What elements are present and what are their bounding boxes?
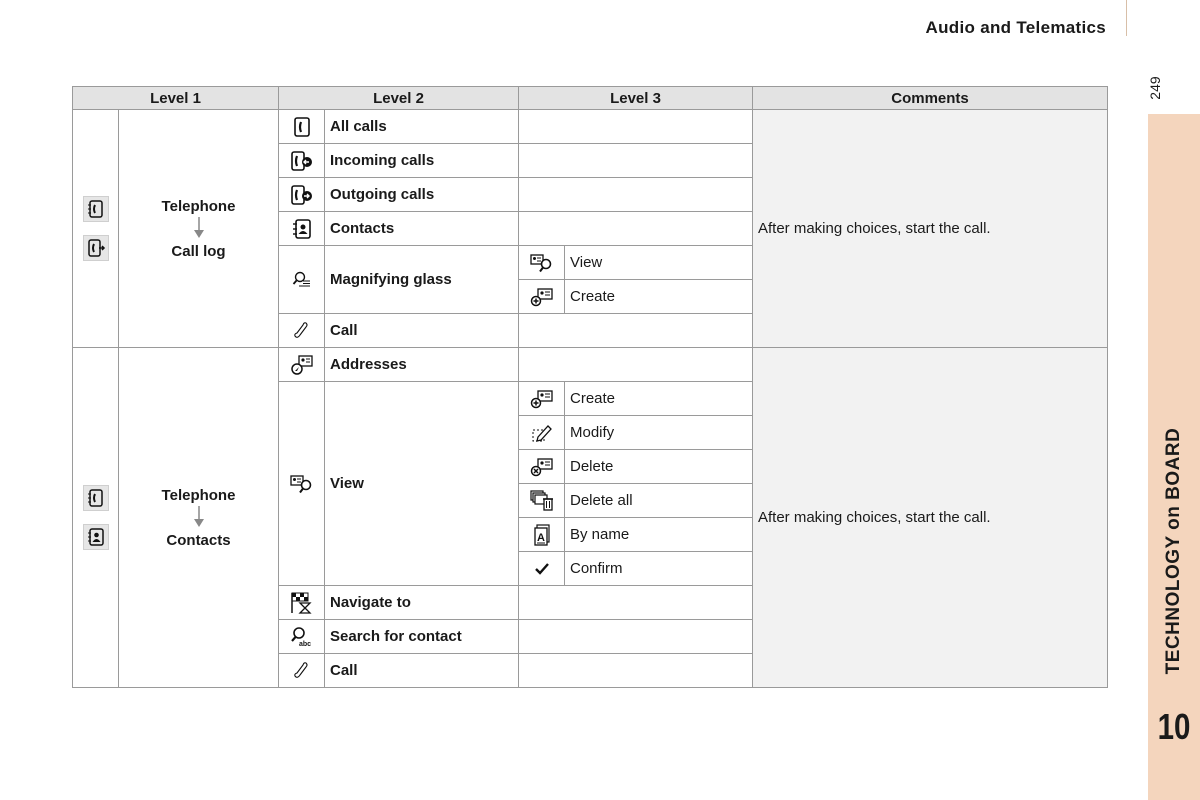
- menu-item-contacts[interactable]: Contacts: [325, 212, 519, 246]
- level1-icons: [73, 110, 119, 348]
- call-icon: [279, 654, 325, 688]
- comment-cell: After making choices, start the call.: [753, 110, 1108, 348]
- call-log-icon: [83, 235, 109, 261]
- menu-item-confirm[interactable]: Confirm: [565, 552, 753, 586]
- arrow-down-icon: [193, 506, 205, 528]
- delete-icon: [519, 450, 565, 484]
- svg-text:A: A: [536, 531, 545, 544]
- delete-all-icon: [519, 484, 565, 518]
- view-icon: [519, 246, 565, 280]
- level3-empty: [519, 348, 753, 382]
- level3-empty: [519, 144, 753, 178]
- menu-item-delete[interactable]: Delete: [565, 450, 753, 484]
- menu-item-all-calls[interactable]: All calls: [325, 110, 519, 144]
- column-header-comments: Comments: [753, 87, 1108, 110]
- menu-item-call[interactable]: Call: [325, 654, 519, 688]
- call-icon: [279, 314, 325, 348]
- menu-item-addresses[interactable]: Addresses: [325, 348, 519, 382]
- level1-bottom-label: Contacts: [166, 531, 231, 549]
- section-title: Audio and Telematics: [925, 18, 1106, 37]
- level3-empty: [519, 110, 753, 144]
- navigate-to-icon: [279, 586, 325, 620]
- modify-icon: [519, 416, 565, 450]
- level1-top-label: Telephone: [161, 197, 236, 215]
- menu-item-search-for-contact[interactable]: Search for contact: [325, 620, 519, 654]
- level1-label: [119, 110, 279, 348]
- contacts-icon: [83, 524, 109, 550]
- comment-cell: After making choices, start the call.: [753, 348, 1108, 688]
- phone-book-icon: [83, 196, 109, 222]
- column-header-level2: Level 2: [279, 87, 519, 110]
- incoming-calls-icon: [279, 144, 325, 178]
- table-row: [73, 110, 1108, 144]
- column-header-level1: Level 1: [73, 87, 279, 110]
- menu-table: [72, 86, 1108, 688]
- menu-item-view[interactable]: View: [325, 382, 519, 586]
- phone-book-icon: [83, 485, 109, 511]
- svg-text:abc: abc: [298, 640, 311, 648]
- menu-item-call[interactable]: Call: [325, 314, 519, 348]
- menu-item-create[interactable]: Create: [565, 280, 753, 314]
- create-icon: [519, 382, 565, 416]
- menu-item-incoming-calls[interactable]: Incoming calls: [325, 144, 519, 178]
- column-header-level3: Level 3: [519, 87, 753, 110]
- level1-bottom-label: Call log: [171, 242, 226, 260]
- level3-empty: [519, 620, 753, 654]
- arrow-down-icon: [193, 217, 205, 239]
- chapter-number: 10: [1157, 706, 1191, 747]
- level3-empty: [519, 178, 753, 212]
- outgoing-calls-icon: [279, 178, 325, 212]
- level1-label: [119, 348, 279, 688]
- addresses-icon: [279, 348, 325, 382]
- menu-item-by-name[interactable]: By name: [565, 518, 753, 552]
- level3-empty: [519, 654, 753, 688]
- header-divider: [1126, 0, 1127, 36]
- level1-top-label: Telephone: [161, 486, 236, 504]
- menu-item-view[interactable]: View: [565, 246, 753, 280]
- table-header-row: [73, 87, 1108, 110]
- contacts-icon: [279, 212, 325, 246]
- level1-icons: [73, 348, 119, 688]
- table-row: [73, 348, 1108, 382]
- confirm-icon: [519, 552, 565, 586]
- level3-empty: [519, 314, 753, 348]
- menu-item-delete-all[interactable]: Delete all: [565, 484, 753, 518]
- menu-item-navigate-to[interactable]: Navigate to: [325, 586, 519, 620]
- search-for-contact-icon: [279, 620, 325, 654]
- level3-empty: [519, 212, 753, 246]
- magnifying-glass-icon: [279, 246, 325, 314]
- menu-item-magnifying-glass[interactable]: Magnifying glass: [325, 246, 519, 314]
- by-name-icon: [519, 518, 565, 552]
- level3-empty: [519, 586, 753, 620]
- menu-item-create[interactable]: Create: [565, 382, 753, 416]
- menu-item-outgoing-calls[interactable]: Outgoing calls: [325, 178, 519, 212]
- create-icon: [519, 280, 565, 314]
- chapter-title: TECHNOLOGY on BOARD: [1163, 427, 1184, 675]
- menu-item-modify[interactable]: Modify: [565, 416, 753, 450]
- view-icon: [279, 382, 325, 586]
- all-calls-icon: [279, 110, 325, 144]
- page-number: 249: [1147, 76, 1163, 100]
